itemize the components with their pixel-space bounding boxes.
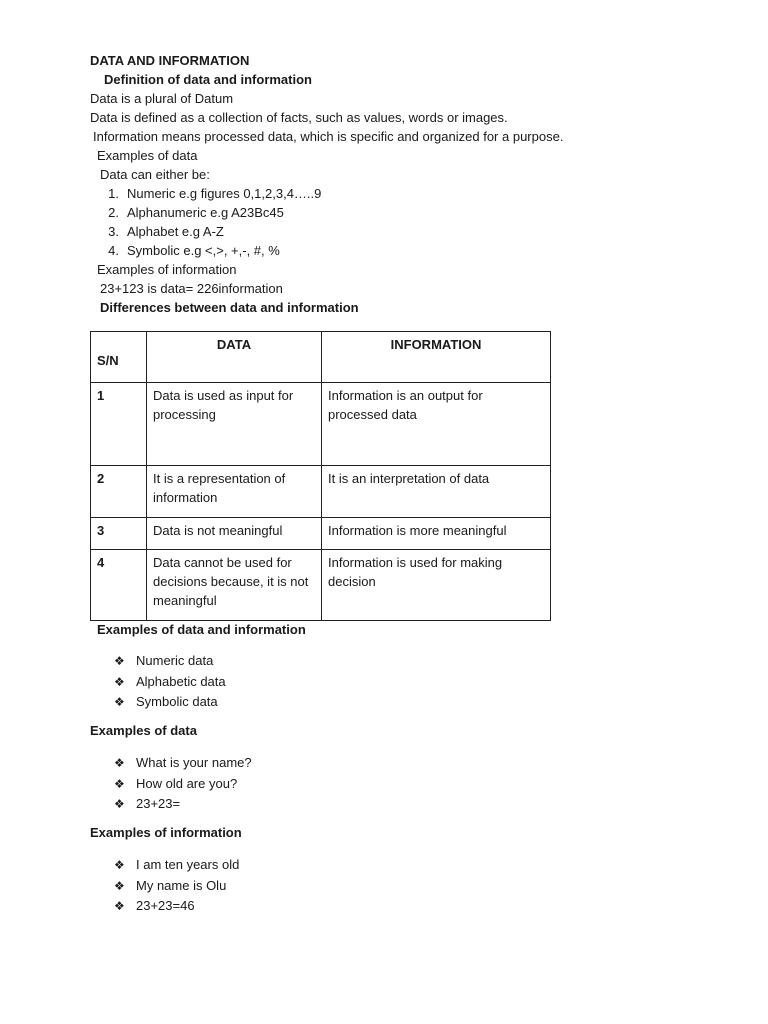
definition-line: Information means processed data, which is specific and organized for a purpose. bbox=[93, 129, 564, 144]
table-row bbox=[91, 383, 551, 466]
row-information-cell: Information is an output for processed data bbox=[322, 383, 551, 466]
item-number: 2. bbox=[108, 205, 119, 220]
bullet-list bbox=[114, 753, 252, 815]
diamond-bullet-icon: ❖ bbox=[114, 899, 125, 913]
item-number: 3. bbox=[108, 224, 119, 239]
diamond-bullet-icon: ❖ bbox=[114, 776, 125, 791]
header-sn: S/N bbox=[91, 332, 147, 383]
section-heading: Examples of information bbox=[90, 825, 242, 840]
diamond-bullet-icon: ❖ bbox=[114, 756, 125, 770]
information-example: 23+123 is data= 226information bbox=[100, 281, 283, 296]
section-heading: Examples of data bbox=[90, 723, 197, 738]
data-type-item bbox=[97, 242, 280, 260]
diamond-bullet-icon: ❖ bbox=[114, 858, 125, 872]
section-heading: Examples of data and information bbox=[97, 622, 306, 637]
item-number: 4. bbox=[108, 243, 119, 258]
list-item: ❖ 23+23=46 bbox=[114, 896, 239, 917]
header-information: INFORMATION bbox=[322, 332, 551, 383]
item-text: Symbolic e.g <,>, +,-, #, % bbox=[127, 243, 280, 258]
list-item: ❖ What is your name? bbox=[114, 753, 252, 774]
differences-table bbox=[90, 331, 551, 621]
row-information-cell: Information is used for making decision bbox=[322, 550, 551, 621]
table-row bbox=[91, 466, 551, 518]
diamond-bullet-icon: ❖ bbox=[114, 797, 125, 811]
data-type-item bbox=[97, 223, 224, 241]
diamond-bullet-icon: ❖ bbox=[114, 695, 125, 709]
differences-heading: Differences between data and information bbox=[100, 300, 359, 315]
data-types-intro: Data can either be: bbox=[100, 167, 210, 182]
diamond-bullet-icon: ❖ bbox=[114, 674, 125, 689]
data-type-item bbox=[97, 185, 321, 203]
definition-line: Data is defined as a collection of facts, such as values, words or images. bbox=[90, 110, 508, 125]
row-data-cell: It is a representation of information bbox=[147, 466, 322, 518]
examples-of-data-heading: Examples of data bbox=[97, 148, 198, 163]
bullet-list bbox=[114, 651, 226, 713]
list-item: ❖ Symbolic data bbox=[114, 692, 226, 713]
row-information-cell: It is an interpretation of data bbox=[322, 466, 551, 518]
bullet-list bbox=[114, 855, 239, 917]
item-text: Numeric e.g figures 0,1,2,3,4…..9 bbox=[127, 186, 322, 201]
list-item: ❖ How old are you? bbox=[114, 774, 252, 795]
diamond-bullet-icon: ❖ bbox=[114, 878, 125, 893]
list-item: ❖ Alphabetic data bbox=[114, 672, 226, 693]
row-information-cell: Information is more meaningful bbox=[322, 518, 551, 550]
item-number: 1. bbox=[108, 186, 119, 201]
row-data-cell: Data cannot be used for decisions because, it is not meaningful bbox=[147, 550, 322, 621]
item-text: Alphabet e.g A-Z bbox=[127, 224, 224, 239]
diamond-bullet-icon: ❖ bbox=[114, 654, 125, 668]
document-subtitle: Definition of data and information bbox=[104, 72, 312, 87]
header-data: DATA bbox=[147, 332, 322, 383]
table-row bbox=[91, 518, 551, 550]
row-sn: 1 bbox=[91, 383, 147, 466]
table-header-row bbox=[91, 332, 551, 383]
list-item: ❖ Numeric data bbox=[114, 651, 226, 672]
definition-line: Data is a plural of Datum bbox=[90, 91, 234, 106]
row-sn: 2 bbox=[91, 466, 147, 518]
item-text: Alphanumeric e.g A23Bc45 bbox=[127, 205, 284, 220]
data-type-item bbox=[97, 204, 284, 222]
row-data-cell: Data is used as input for processing bbox=[147, 383, 322, 466]
row-data-cell: Data is not meaningful bbox=[147, 518, 322, 550]
document-title: DATA AND INFORMATION bbox=[90, 53, 250, 68]
row-sn: 4 bbox=[91, 550, 147, 621]
table-row bbox=[91, 550, 551, 621]
list-item: ❖ My name is Olu bbox=[114, 876, 239, 897]
list-item: ❖ 23+23= bbox=[114, 794, 252, 815]
list-item: ❖ I am ten years old bbox=[114, 855, 239, 876]
row-sn: 3 bbox=[91, 518, 147, 550]
examples-of-information-heading: Examples of information bbox=[97, 262, 237, 277]
